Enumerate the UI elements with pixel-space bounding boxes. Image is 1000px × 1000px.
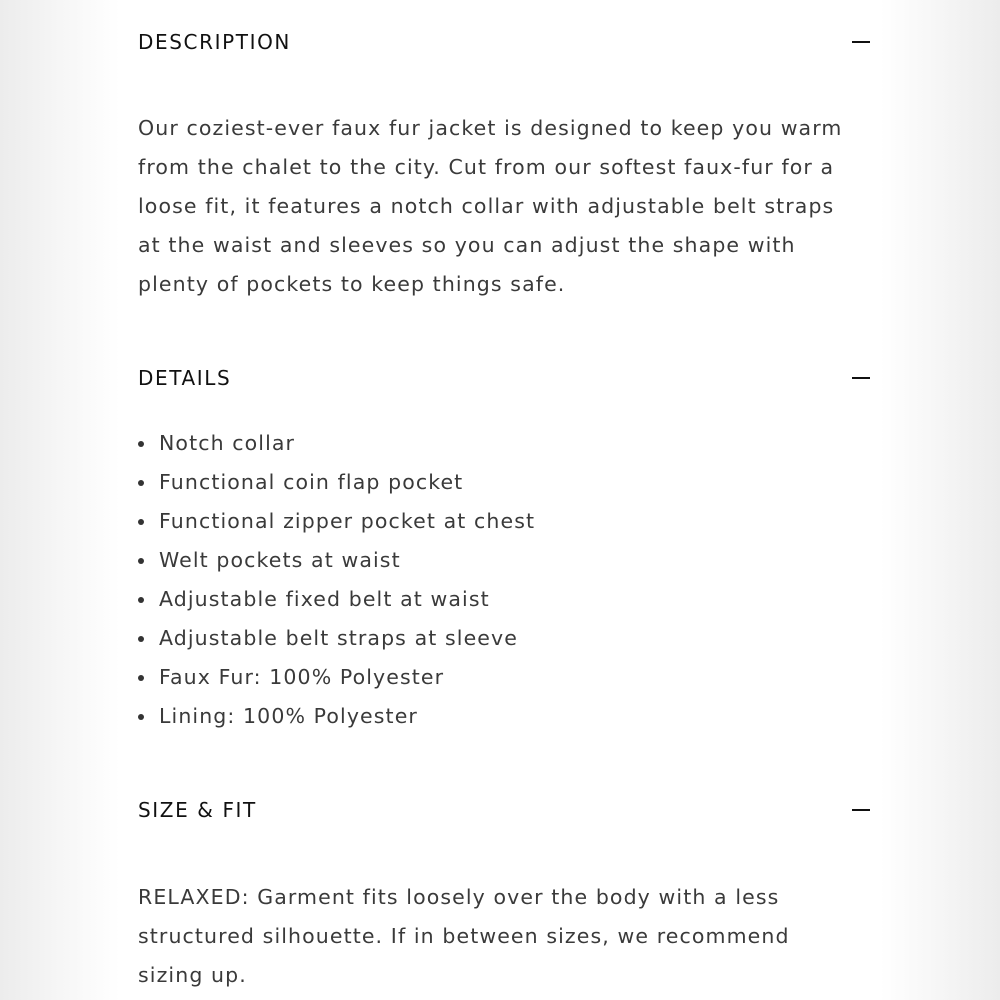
minus-icon[interactable] bbox=[852, 809, 870, 811]
product-info-panel bbox=[120, 0, 882, 1000]
size-fit-title: SIZE & FIT bbox=[138, 798, 257, 822]
list-item: Faux Fur: 100% Polyester bbox=[138, 658, 848, 697]
description-title: DESCRIPTION bbox=[138, 30, 291, 54]
details-title: DETAILS bbox=[138, 366, 232, 390]
description-accordion-header[interactable] bbox=[138, 22, 870, 62]
size-fit-accordion-header[interactable] bbox=[138, 790, 870, 830]
list-item: Notch collar bbox=[138, 424, 848, 463]
bullet-icon bbox=[138, 519, 144, 525]
list-item: Functional zipper pocket at chest bbox=[138, 502, 848, 541]
minus-icon[interactable] bbox=[852, 41, 870, 43]
bullet-icon bbox=[138, 714, 144, 720]
description-text: Our coziest-ever faux fur jacket is designed to keep you warm from the chalet to the city. Cut from our softest faux-fur for a loose fit, it features a notch collar with adjustable belt straps at the waist and sleeves so you can adjust the shape with plenty of pockets to keep things safe. bbox=[138, 116, 843, 296]
bullet-icon bbox=[138, 636, 144, 642]
minus-icon[interactable] bbox=[852, 377, 870, 379]
bullet-icon bbox=[138, 480, 144, 486]
list-item: Welt pockets at waist bbox=[138, 541, 848, 580]
details-list bbox=[138, 424, 848, 736]
size-fit-text: RELAXED: Garment fits loosely over the body with a less structured silhouette. If in between sizes, we recommend sizing up. bbox=[138, 885, 790, 987]
bullet-icon bbox=[138, 597, 144, 603]
details-accordion-header[interactable] bbox=[138, 358, 870, 398]
list-item: Lining: 100% Polyester bbox=[138, 697, 848, 736]
bullet-icon bbox=[138, 441, 144, 447]
list-item: Functional coin flap pocket bbox=[138, 463, 848, 502]
list-item: Adjustable belt straps at sleeve bbox=[138, 619, 848, 658]
bullet-icon bbox=[138, 558, 144, 564]
list-item: Adjustable fixed belt at waist bbox=[138, 580, 848, 619]
bullet-icon bbox=[138, 675, 144, 681]
